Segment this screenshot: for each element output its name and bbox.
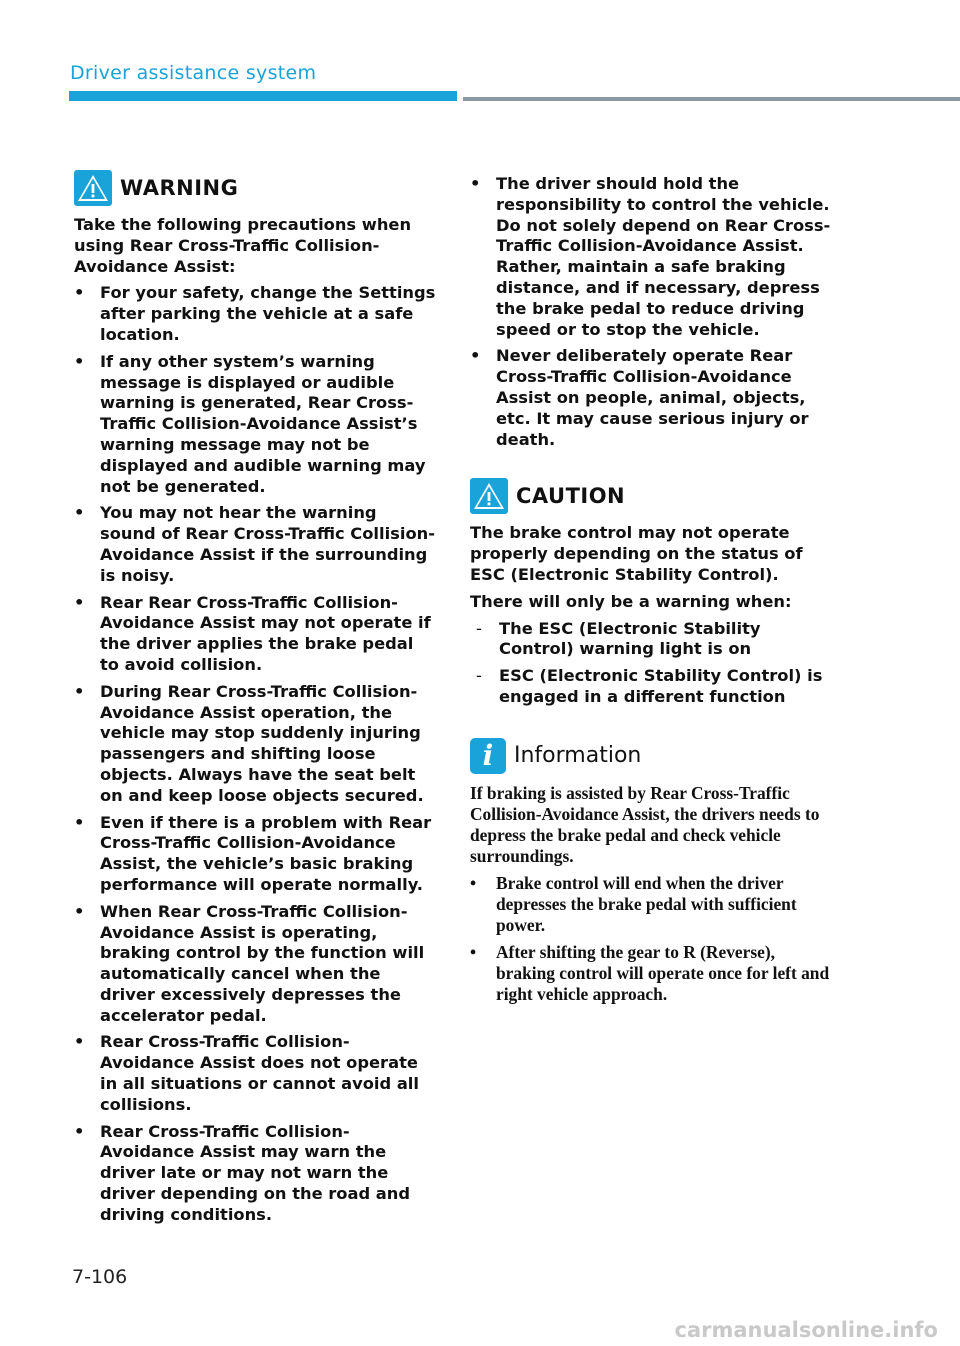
- bullet-marker: •: [74, 1121, 85, 1141]
- warning-heading: [74, 170, 436, 206]
- warning-triangle-icon: [470, 478, 508, 514]
- bullet-marker: •: [74, 351, 85, 371]
- list-item-text: After shifting the gear to R (Reverse), braking control will operate once for left and right vehicle approach.: [496, 941, 830, 1004]
- bullet-marker: •: [74, 592, 85, 612]
- list-item: [74, 352, 436, 498]
- section-title: Driver assistance system: [70, 62, 317, 84]
- left-column: [74, 170, 436, 1232]
- list-item-text: The ESC (Electronic Stability Control) warning light is on: [499, 618, 761, 659]
- list-item: [74, 1122, 436, 1226]
- list-item: [74, 682, 436, 807]
- warning-title: WARNING: [120, 176, 239, 200]
- bullet-marker: •: [74, 812, 85, 832]
- list-item-text: When Rear Cross-Traffic Collision-Avoidance Assist is operating, braking control by the function will automatically cancel when the driver excessively depresses the accelerator pedal.: [100, 901, 425, 1025]
- info-icon: i: [470, 738, 506, 774]
- bullet-marker: •: [74, 1032, 85, 1052]
- list-item: [470, 174, 836, 340]
- dash-marker: -: [476, 618, 482, 638]
- bullet-marker: •: [74, 283, 85, 303]
- bullet-marker: •: [470, 346, 481, 366]
- bullet-marker: •: [470, 941, 477, 962]
- list-item-text: Rear Rear Cross-Traffic Collision-Avoidance Assist may not operate if the driver applies the brake pedal to avoid collision.: [100, 592, 431, 674]
- list-item-text: For your safety, change the Settings after parking the vehicle at a safe location.: [100, 283, 436, 344]
- bullet-marker: •: [470, 174, 481, 193]
- information-text: If braking is assisted by Rear Cross-Traffic Collision-Avoidance Assist, the drivers needs to depress the brake pedal and check vehicle surroundings.: [470, 782, 820, 866]
- list-item-text: Never deliberately operate Rear Cross-Traffic Collision-Avoidance Assist on people, animal, objects, etc. It may cause serious injury or death.: [496, 346, 809, 449]
- list-item: [74, 1032, 436, 1115]
- header-rule-accent: [69, 91, 457, 101]
- list-item: [74, 593, 436, 676]
- right-column: [470, 174, 836, 1011]
- list-item-text: Rear Cross-Traffic Collision-Avoidance Assist does not operate in all situations or cannot avoid all collisions.: [100, 1032, 419, 1114]
- list-item: [470, 346, 836, 450]
- list-item-text: During Rear Cross-Traffic Collision-Avoidance Assist operation, the vehicle may stop suddenly injuring passengers and shifting loose objects. Always have the seat belt on and keep loose objects secured.: [100, 681, 424, 805]
- information-heading: [470, 738, 836, 774]
- list-item: [74, 283, 436, 345]
- page-number: 7-106: [72, 1266, 128, 1288]
- caution-text: The brake control may not operate properly depending on the status of ESC (Electronic Stability Control).: [470, 523, 803, 584]
- caution-heading: [470, 478, 836, 514]
- list-item-text: Rear Cross-Traffic Collision-Avoidance Assist may warn the driver late or may not warn the driver depending on the road and driving conditions.: [100, 1121, 411, 1224]
- information-title: Information: [514, 743, 642, 769]
- list-item-text: The driver should hold the responsibility to control the vehicle. Do not solely depend on Rear Cross-Traffic Collision-Avoidance Assist. Rather, maintain a safe braking distance, and if necessary, depress the brake pedal to reduce driving speed or to stop the vehicle.: [496, 174, 831, 339]
- caution-title: CAUTION: [516, 484, 626, 509]
- list-item: [74, 902, 436, 1027]
- bullet-marker: •: [74, 901, 85, 921]
- warning-body: [74, 215, 436, 1226]
- bullet-marker: •: [74, 503, 85, 523]
- list-item-text: You may not hear the warning sound of Rear Cross-Traffic Collision-Avoidance Assist if the surrounding is noisy.: [100, 503, 435, 585]
- list-item: [470, 619, 836, 661]
- list-item-text: Even if there is a problem with Rear Cross-Traffic Collision-Avoidance Assist, the vehicle’s basic braking performance will operate normally.: [100, 812, 432, 894]
- warning-intro: Take the following precautions when using Rear Cross-Traffic Collision-Avoidance Assist:: [74, 215, 412, 276]
- bullet-marker: •: [74, 681, 85, 701]
- list-item: [74, 813, 436, 896]
- watermark: carmanualsonline.info: [674, 1318, 938, 1342]
- list-item: [74, 503, 436, 586]
- bullet-marker: •: [470, 872, 477, 893]
- warning-triangle-icon: [74, 170, 112, 206]
- list-item: [470, 942, 836, 1005]
- information-body: [470, 783, 836, 1005]
- caution-text: There will only be a warning when:: [470, 591, 792, 611]
- list-item: [470, 666, 836, 708]
- list-item: [470, 873, 836, 936]
- warning-body-continued: [470, 174, 836, 450]
- dash-marker: -: [476, 666, 482, 686]
- header-rule: [463, 97, 960, 101]
- list-item-text: Brake control will end when the driver depresses the brake pedal with sufficient power.: [496, 872, 797, 935]
- list-item-text: If any other system’s warning message is displayed or audible warning is generated, Rear Cross-Traffic Collision-Avoidance Assist’s warning message may not be displayed and audible warning may not be generated.: [100, 351, 426, 496]
- list-item-text: ESC (Electronic Stability Control) is engaged in a different function: [499, 666, 823, 706]
- caution-body: [470, 523, 836, 707]
